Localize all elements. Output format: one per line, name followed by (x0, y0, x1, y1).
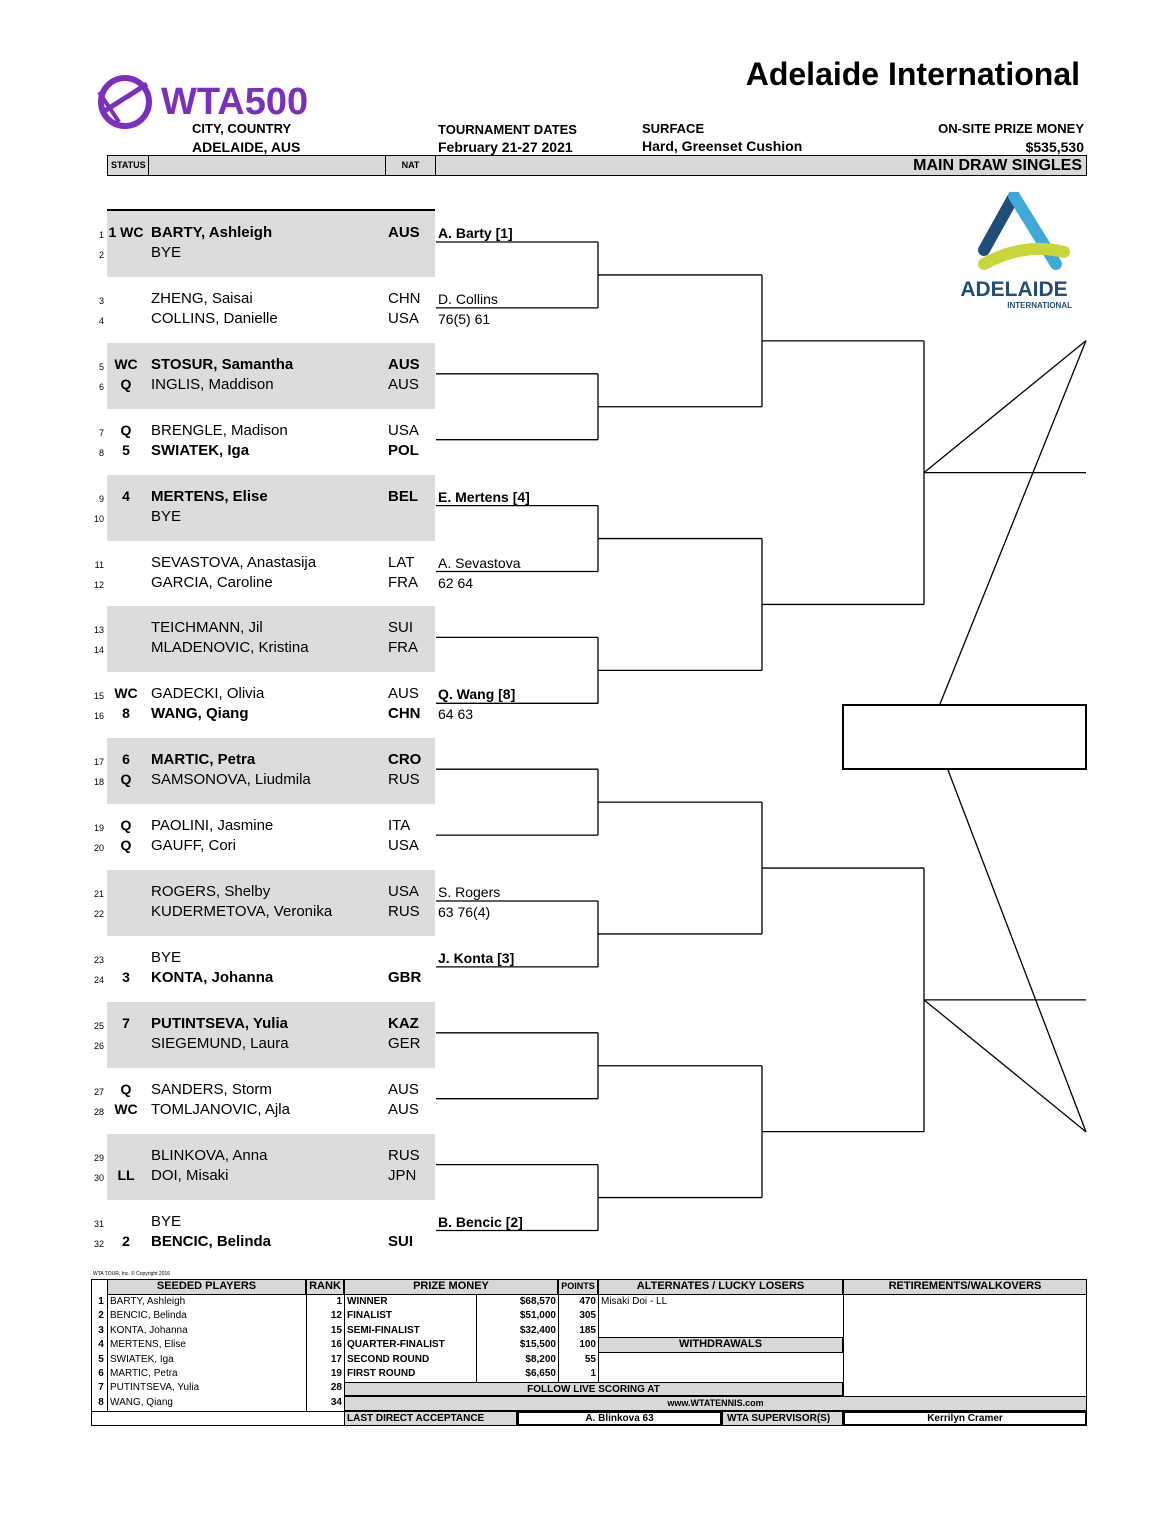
draw-position: 7 (98, 427, 104, 438)
seeded-rank: 34 (330, 1396, 342, 1408)
player-nat: USA (388, 309, 419, 327)
draw-position: 1 (98, 230, 104, 240)
draw-position: 9 (98, 493, 104, 504)
player-status: 2 (122, 1232, 130, 1249)
draw-position: 4 (98, 315, 104, 326)
player-nat: GBR (388, 968, 422, 986)
player-name: BYE (151, 948, 182, 966)
seeded-player: MERTENS, Elise (110, 1339, 186, 1351)
player-status: 4 (122, 487, 130, 504)
alternates-title: ALTERNATES / LUCKY LOSERS (598, 1279, 843, 1295)
player-nat: USA (388, 421, 419, 439)
table-divider (476, 1295, 477, 1382)
surface-label: SURFACE (642, 121, 705, 136)
draw-position: 15 (93, 691, 104, 702)
dates-label: TOURNAMENT DATES (438, 122, 577, 137)
surface-value: Hard, Greenset Cushion (642, 138, 803, 154)
seeded-rank: 12 (330, 1310, 342, 1322)
prize-amount: $15,500 (519, 1339, 556, 1351)
player-name: MARTIC, Petra (151, 751, 256, 769)
player-name: BYE (151, 507, 182, 525)
player-name: MERTENS, Elise (151, 487, 268, 505)
draw-position: 3 (98, 295, 104, 306)
player-status: LL (117, 1166, 135, 1183)
withdrawals-title: WITHDRAWALS (598, 1337, 843, 1353)
player-nat: USA (388, 883, 419, 900)
player-nat: AUS (388, 355, 420, 373)
player-status: WC (114, 355, 138, 372)
draw-position: 12 (93, 579, 104, 590)
seeded-rank: 16 (330, 1339, 342, 1351)
round2-winner: B. Bencic [2] (438, 1213, 523, 1230)
draw-position: 11 (94, 559, 104, 570)
draw-position: 26 (93, 1040, 104, 1051)
player-name: STOSUR, Samantha (151, 355, 294, 373)
player-status: Q (120, 375, 132, 392)
player-name: BARTY, Ashleigh (151, 224, 273, 241)
player-status: Q (120, 817, 132, 834)
draw-position: 30 (93, 1172, 104, 1183)
player-nat: CHN (388, 705, 421, 723)
seeded-player: PUTINTSEVA, Yulia (110, 1382, 200, 1394)
draw-position: 28 (93, 1106, 104, 1117)
rank-title: RANK (306, 1279, 344, 1295)
draw-position: 24 (93, 974, 104, 985)
champion-box (842, 704, 1087, 770)
draw-position: 21 (93, 889, 104, 899)
player-nat: SUI (388, 1232, 414, 1250)
player-nat: AUS (388, 1100, 419, 1118)
player-nat: GER (388, 1034, 421, 1052)
seed-number: 8 (98, 1396, 104, 1408)
player-nat: AUS (388, 375, 419, 393)
city-value: ADELAIDE, AUS (192, 139, 301, 155)
player-name: COLLINS, Danielle (151, 309, 278, 327)
player-nat: RUS (388, 1146, 420, 1164)
final-line (940, 341, 1086, 704)
prize-points: 185 (579, 1324, 596, 1336)
player-name: PUTINTSEVA, Yulia (151, 1014, 288, 1032)
prize-label: ON-SITE PRIZE MONEY (938, 121, 1084, 136)
seeded-player: WANG, Qiang (110, 1396, 173, 1408)
round2-winner: J. Konta [3] (438, 949, 515, 966)
player-nat: FRA (388, 639, 418, 657)
semifinal-line (924, 1000, 1086, 1132)
player-status: 5 (122, 441, 130, 458)
nat-column: NAT (386, 156, 436, 175)
seeded-rank: 19 (330, 1368, 342, 1379)
draw-position: 25 (93, 1020, 104, 1031)
draw-position: 32 (93, 1238, 104, 1249)
player-status: Q (120, 421, 132, 438)
player-nat: AUS (388, 1080, 419, 1098)
player-nat: ITA (388, 817, 411, 835)
player-name: INGLIS, Maddison (151, 375, 274, 393)
supervisor-value: Kerrilyn Cramer (843, 1411, 1087, 1426)
prize-round: SEMI-FINALIST (347, 1324, 420, 1336)
draw-position: 23 (93, 954, 104, 965)
player-status: Q (120, 837, 132, 854)
adelaide-logo-sub: INTERNATIONAL (1007, 301, 1072, 310)
seeded-rank: 1 (336, 1296, 342, 1307)
table-divider (107, 1295, 108, 1411)
draw-position: 16 (93, 711, 104, 722)
player-nat: RUS (388, 771, 420, 789)
player-nat: SUI (388, 619, 414, 637)
player-status: 1 WC (108, 224, 144, 240)
alternate-entry: Misaki Doi - LL (601, 1296, 668, 1307)
seeded-player: BENCIC, Belinda (110, 1310, 187, 1322)
seeded-rank: 15 (330, 1324, 342, 1336)
round2-score: 76(5) 61 (438, 310, 491, 327)
seed-number: 6 (98, 1368, 104, 1379)
seeded-rank: 17 (330, 1353, 342, 1365)
player-status: 7 (122, 1014, 130, 1031)
player-nat: FRA (388, 573, 418, 591)
round2-score: 62 64 (438, 574, 474, 591)
player-status: 3 (122, 968, 130, 985)
round2-winner: D. Collins (438, 290, 498, 307)
player-name: SAMSONOVA, Liudmila (151, 771, 311, 789)
player-name: BLINKOVA, Anna (151, 1146, 268, 1164)
draw-position: 18 (93, 777, 104, 788)
prize-points: 100 (579, 1339, 596, 1351)
player-name: PAOLINI, Jasmine (151, 817, 274, 835)
player-nat: AUS (388, 685, 419, 703)
prize-amount: $68,570 (519, 1296, 556, 1307)
prize-points: 305 (579, 1310, 596, 1322)
page-title: Adelaide International (745, 56, 1080, 92)
draw-position: 8 (98, 447, 104, 458)
table-divider (843, 1295, 844, 1411)
draw-position: 19 (93, 823, 104, 834)
player-name: GAUFF, Cori (151, 837, 237, 855)
round2-score: 63 76(4) (438, 904, 491, 920)
round2-winner: A. Barty [1] (438, 225, 513, 241)
draw-position: 5 (98, 361, 104, 372)
status-column: STATUS (108, 156, 149, 175)
player-nat: USA (388, 837, 419, 855)
final-line (948, 770, 1086, 1132)
prize-round: SECOND ROUND (347, 1353, 430, 1365)
prize-amount: $32,400 (519, 1324, 556, 1336)
prize-round: QUARTER-FINALIST (347, 1339, 445, 1351)
player-name: GADECKI, Olivia (151, 685, 265, 703)
table-divider (598, 1295, 599, 1396)
dates-value: February 21-27 2021 (438, 139, 573, 155)
player-nat: BEL (388, 487, 418, 505)
draw-position: 14 (93, 645, 104, 656)
player-nat: RUS (388, 903, 420, 920)
player-nat: CHN (388, 289, 421, 307)
seed-number: 2 (98, 1310, 104, 1322)
retirements-title: RETIREMENTS/WALKOVERS (843, 1279, 1087, 1295)
city-label: CITY, COUNTRY (192, 121, 292, 136)
player-name: SWIATEK, Iga (151, 441, 250, 459)
player-name: KUDERMETOVA, Veronika (151, 903, 333, 920)
lda-value: A. Blinkova 63 (517, 1411, 722, 1426)
seed-number: 7 (98, 1382, 104, 1394)
player-nat: LAT (388, 553, 415, 571)
player-name: KONTA, Johanna (151, 968, 274, 986)
logo-text: WTA500 (161, 81, 309, 123)
semifinal-line (924, 341, 1086, 473)
player-status: Q (120, 771, 132, 788)
seed-number: 5 (98, 1353, 104, 1365)
draw-position: 13 (93, 625, 104, 636)
draw-position: 31 (93, 1218, 104, 1229)
player-name: WANG, Qiang (151, 705, 249, 723)
adelaide-logo-text: ADELAIDE (960, 278, 1068, 301)
player-status: WC (114, 685, 138, 702)
player-name: SANDERS, Storm (151, 1080, 272, 1098)
prize-value: $535,530 (1025, 139, 1084, 155)
round2-score: 64 63 (438, 706, 474, 723)
seed-number: 1 (98, 1296, 104, 1307)
draw-position: 2 (98, 250, 104, 260)
prize-title: PRIZE MONEY (344, 1279, 558, 1295)
player-nat: POL (388, 441, 419, 459)
player-status: 8 (122, 705, 130, 722)
prize-points: 55 (584, 1353, 596, 1365)
seeded-player: KONTA, Johanna (110, 1324, 188, 1336)
seed-number: 3 (98, 1324, 104, 1336)
prize-round: FIRST ROUND (347, 1368, 416, 1379)
player-status: WC (114, 1100, 138, 1117)
player-name: BYE (151, 1212, 182, 1230)
player-name: ROGERS, Shelby (151, 883, 271, 900)
player-name: SEVASTOVA, Anastasija (151, 553, 317, 571)
player-name: GARCIA, Caroline (151, 573, 273, 591)
seeded-player: MARTIC, Petra (110, 1368, 178, 1379)
draw-position: 20 (93, 843, 104, 854)
draw-position: 6 (98, 381, 104, 392)
player-name: TEICHMANN, Jil (151, 619, 263, 637)
player-name: BRENGLE, Madison (151, 421, 288, 439)
prize-points: 1 (590, 1368, 596, 1379)
draw-position: 17 (93, 757, 104, 768)
supervisor-label: WTA SUPERVISOR(S) (722, 1411, 843, 1426)
player-name: MLADENOVIC, Kristina (151, 639, 309, 657)
round2-winner: A. Sevastova (438, 554, 521, 571)
live-scoring-url: www.WTATENNIS.com (344, 1396, 1087, 1411)
player-nat: CRO (388, 751, 422, 769)
draw-position: 22 (93, 909, 104, 919)
player-name: TOMLJANOVIC, Ajla (151, 1100, 290, 1118)
player-name: DOI, Misaki (151, 1166, 229, 1184)
seed-number: 4 (98, 1339, 104, 1351)
draw-label: MAIN DRAW SINGLES (913, 157, 1082, 174)
player-status: 6 (122, 751, 130, 768)
seeded-player: BARTY, Ashleigh (110, 1296, 186, 1307)
draw-position: 29 (93, 1152, 104, 1163)
player-nat: JPN (388, 1166, 417, 1184)
player-status: Q (120, 1080, 132, 1097)
points-title: POINTS (558, 1279, 598, 1295)
prize-round: FINALIST (347, 1310, 392, 1322)
round2-winner: Q. Wang [8] (438, 686, 516, 703)
lda-label: LAST DIRECT ACCEPTANCE (344, 1411, 517, 1426)
player-name: BENCIC, Belinda (151, 1232, 272, 1250)
player-nat: AUS (388, 224, 420, 241)
draw-position: 27 (93, 1086, 104, 1097)
seeded-rank: 28 (330, 1382, 342, 1394)
prize-points: 470 (579, 1296, 596, 1307)
round2-winner: S. Rogers (438, 884, 501, 900)
draw-position: 10 (93, 513, 104, 524)
player-nat: KAZ (388, 1014, 419, 1032)
player-name: ZHENG, Saisai (151, 289, 253, 307)
copyright: WTA TOUR, Inc. © Copyright 2016 (93, 1271, 171, 1277)
prize-round: WINNER (347, 1296, 388, 1307)
seeded-player: SWIATEK, Iga (110, 1353, 174, 1365)
prize-amount: $6,650 (525, 1368, 556, 1379)
prize-amount: $51,000 (519, 1310, 556, 1322)
prize-amount: $8,200 (525, 1353, 556, 1365)
round2-winner: E. Mertens [4] (438, 488, 530, 505)
player-name: BYE (151, 244, 182, 261)
player-name: SIEGEMUND, Laura (151, 1034, 289, 1052)
seeded-title: SEEDED PLAYERS (107, 1279, 306, 1295)
live-scoring-label: FOLLOW LIVE SCORING AT (344, 1382, 843, 1396)
